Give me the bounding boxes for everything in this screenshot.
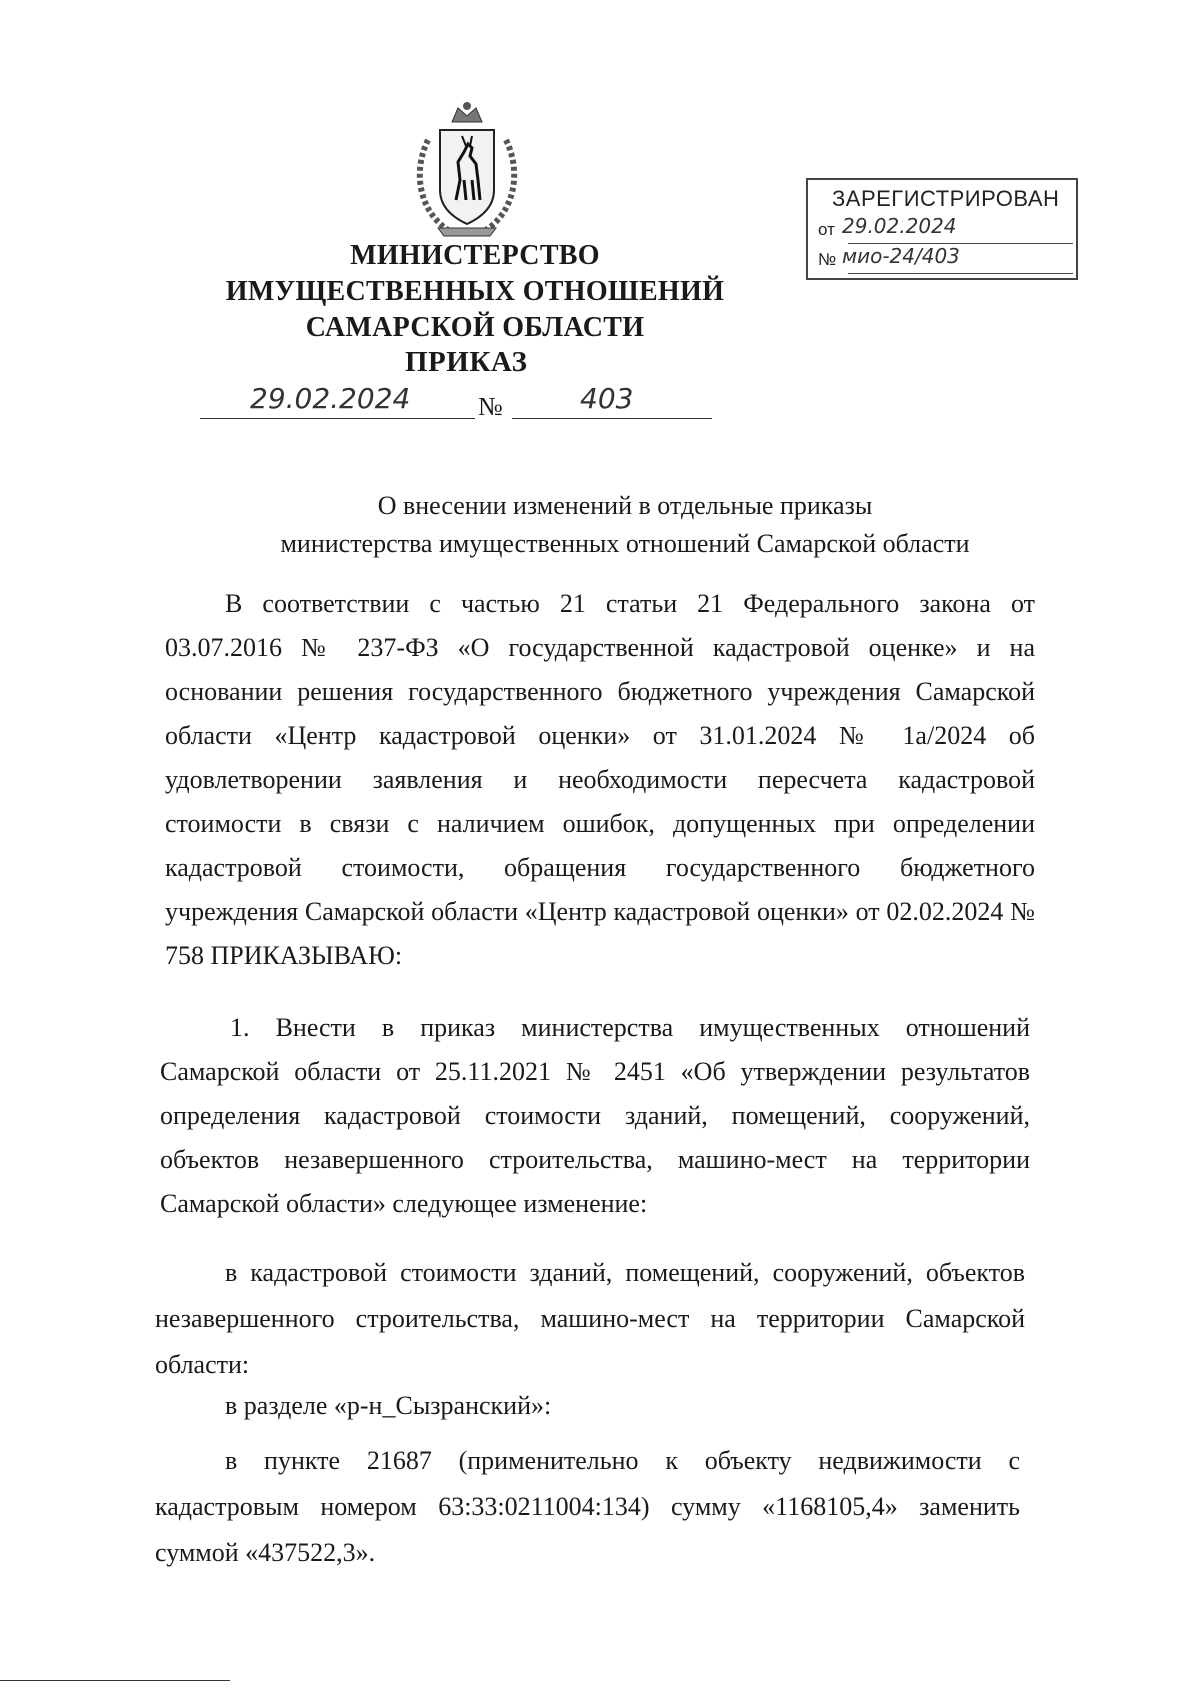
ministry-header (200, 238, 750, 346)
order-date-handwritten: 29.02.2024 (250, 382, 411, 415)
registration-stamp (806, 178, 1078, 280)
footer-rule (0, 1680, 230, 1681)
order-number-handwritten: 403 (580, 382, 634, 415)
coat-of-arms-emblem (408, 100, 526, 240)
order-number-sign: № (478, 392, 503, 421)
stamp-number-label: № (818, 250, 837, 269)
stamp-number-handwritten: мио-24/403 (842, 244, 960, 268)
document-subject (200, 487, 1050, 563)
ministry-line-2: ИМУЩЕСТВЕННЫХ ОТНОШЕНИЙ (225, 276, 725, 307)
section-paragraph: в разделе «р-н_Сызранский»: (225, 1391, 552, 1420)
document-type-title: ПРИКАЗ (405, 346, 528, 378)
change-paragraph: в пункте 21687 (применительно к объекту недвижимости с кадастровым номером 63:33:0211004:134) сумму «1168105,4» заменить суммой «437522,3». (155, 1446, 1020, 1567)
item-1-subparagraph: в кадастровой стоимости зданий, помещений, сооружений, объектов незавершенного строительства, машино-мест на территории Самарской области: (155, 1258, 1025, 1379)
item-1-paragraph: 1. Внести в приказ министерства имущественных отношений Самарской области от 25.11.2021 № 2451 «Об утверждении результатов определения кадастровой стоимости зданий, помещений, сооружений, объектов незавершенного строительства, машино-мест на территории Самарской области» следующее изменение: (160, 1013, 1030, 1218)
ministry-line-1: МИНИСТЕРСТВО (350, 240, 600, 271)
stamp-title: ЗАРЕГИСТРИРОВАН (832, 186, 1060, 211)
preamble-paragraph: В соответствии с частью 21 статьи 21 Федерального закона от 03.07.2016 № 237-ФЗ «О государственной кадастровой оценке» и на основании решения государственного бюджетного учреждения Самарской области «Центр кадастровой оценки» от 31.01.2024 № 1а/2024 об удовлетворении заявления и необходимости пересчета кадастровой стоимости в связи с наличием ошибок, допущенных при определении кадастровой стоимости, обращения государственного бюджетного учреждения Самарской области «Центр кадастровой оценки» от 02.02.2024 № 758 ПРИКАЗЫВАЮ: (165, 589, 1035, 970)
number-underline (512, 418, 712, 419)
date-underline (200, 418, 475, 419)
stamp-date-handwritten: 29.02.2024 (842, 214, 957, 238)
stamp-from-label: от (818, 220, 835, 239)
subject-line-1: О внесении изменений в отдельные приказы (377, 491, 873, 520)
subject-line-2: министерства имущественных отношений Самарской области (280, 529, 970, 558)
ministry-line-3: САМАРСКОЙ ОБЛАСТИ (305, 312, 645, 343)
